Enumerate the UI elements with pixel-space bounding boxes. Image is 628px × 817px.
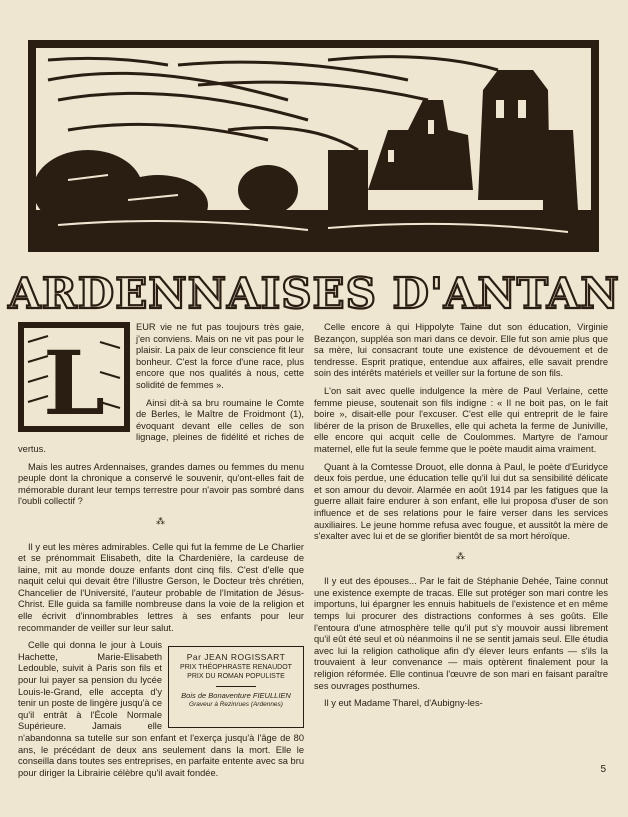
left-column: [18, 322, 304, 785]
article-title: [0, 268, 628, 318]
paragraph: Mais les autres Ardennaises, grandes dames ou femmes du menu peuple dont la chronique a conservé le souvenir, qu'ont-elles fait de mémorable durant leur temps terrestre pour n'avoir pas sombré dans l'oubli collectif ?: [18, 461, 304, 507]
section-ornament: ⁂: [456, 550, 466, 561]
section-ornament: ⁂: [156, 515, 166, 526]
paragraph: Il y eut des épouses... Par le fait de Stéphanie Dehée, Taine connut une existence exempte de tracas. Elle sut protéger son mari contre les importuns, lui épargner les ennuis habituels de l'existence et en même temps lui procurer des distractions conformes à ses goûts. Elle l'entoura d'une atmosphère telle qu'il put s'y mouvoir aussi librement qu'il eût été seul et où néanmoins il ne se sentit jamais seul. Elle étudia avec lui la religion catholique afin d'y élever leurs enfants — s'ils la trouvaient à leur convenance — mais optèrent finalement pour la religion réformée. Elle continua l'œuvre de son mari en faisant paraître ses ouvrages posthumes.: [314, 576, 608, 691]
svg-text:ARDENNAISES D'ANTAN: ARDENNAISES D'ANTAN: [8, 269, 620, 318]
award-line: PRIX THÉOPHRASTE RENAUDOT: [180, 663, 292, 671]
author-byline: Par JEAN ROGISSART: [186, 652, 286, 663]
paragraph: L'on sait avec quelle indulgence la mère de Paul Verlaine, cette femme pieuse, soutenait son fils indigne : « Il ne boit pas, on le fait boire », disait-elle pour l'excuser. C'est elle qui entreprit de le faire libérer de la prison de Bruxelles, elle qui acheta la ferme de Juniville, elle encore qui acquit celle de Coulommes. Martyre de l'amour maternel, elle fut la seule femme que le poète maudit aima vraiment.: [314, 385, 608, 454]
woodcut-dropcap-L: [18, 322, 130, 432]
award-line: PRIX DU ROMAN POPULISTE: [187, 673, 285, 681]
paragraph: Celle encore à qui Hippolyte Taine dut son éducation, Virginie Bezançon, suppléa son mari dans ce devoir. Elle fut son amie plus que sa mère, lui consacrant toute une existence de dévouement et de tendresse. Esprit pratique, entendue aux affaires, elle savait prendre soin des intérêts matériels et veiller sur la fortune de son fils.: [314, 322, 608, 379]
paragraph: EUR vie ne fut pas toujours très gaie, j'en conviens. Mais on ne vit pas pour le plaisir. La paix de leur conscience fit leur bonheur. C'est la force d'une race, plus encore que nos qualités à nous, cette solidité de femmes ».: [136, 322, 304, 390]
paragraph: Ainsi dit-à sa bru roumaine le Comte de Berles, le Maître de Froidmont (1), évoquant devant elle celles de son lignage, pleines de fidélité et riches de vertus.: [18, 397, 304, 454]
divider: [216, 686, 256, 687]
paragraph: Il y eut les mères admirables. Celle qui fut la femme de Le Charlier et se prénommait Elisabeth, dite la Chardenière, la cardeuse de laine, mit au monde douze enfants dont cinq fils. C'est d'elle que naquit celui qui devait être l'illustre Gerson, le Docteur très chrétien, Chancelier de l'Université, l'auteur probable de l'Imitation de Jésus-Christ. Elle guida sa famille nombreuse dans la voie de la religion et elle écrivit d'innombrables lettres à ses enfants pour leur recommander de veiller sur leur salut.: [18, 541, 304, 633]
illustrator-credit: Bois de Bonaventure FIEULLIEN: [181, 690, 291, 700]
woodcut-castle-illustration: [28, 40, 599, 252]
page-number: 5: [600, 764, 606, 775]
svg-text:L: L: [43, 331, 105, 432]
author-credit-box: [168, 646, 304, 728]
illustrator-location: Graveur à Rezinrues (Ardennes): [189, 701, 283, 709]
paragraph: Quant à la Comtesse Drouot, elle donna à Paul, le poète d'Euridyce deux fois perdue, une éducation telle qu'il lui dut sa sensibilité délicate et son amour du devoir. Alarmée en août 1914 par les fatigues que la guerre allait faire endurer à son enfant, elle lui proposa d'user de son influence et de ses relations pour le faire verser dans les services auxiliaires. Le jeune homme refusa avec fougue, et aussitôt la mère de s'exalter avec lui et de se glorifier bientôt de sa mort héroïque.: [314, 461, 608, 542]
right-column: [314, 322, 608, 716]
paragraph: Il y eut Madame Tharel, d'Aubigny-les-: [324, 698, 483, 709]
paragraph: Celle qui donna le jour à Louis Hachette, Marie-Elisabeth Ledouble, suivit à Paris son fils et pour lui payer sa pension du lycée Louis-le-Grand, elle accepta d'y tenir un poste de lingère jusqu'à ce qu'il entrât à l'École Normale Supérieure. Jamais elle n'abandonna sa tutelle sur son enfant et l'exerça jusqu'à l'âge de 80 ans, le précédant de deux ans seulement dans la mort. Elle le conseilla dans toutes ses entreprises, en parfaite entente avec sa bru pour diriger la Librairie célèbre qu'il avait fondée.: [18, 640, 304, 778]
